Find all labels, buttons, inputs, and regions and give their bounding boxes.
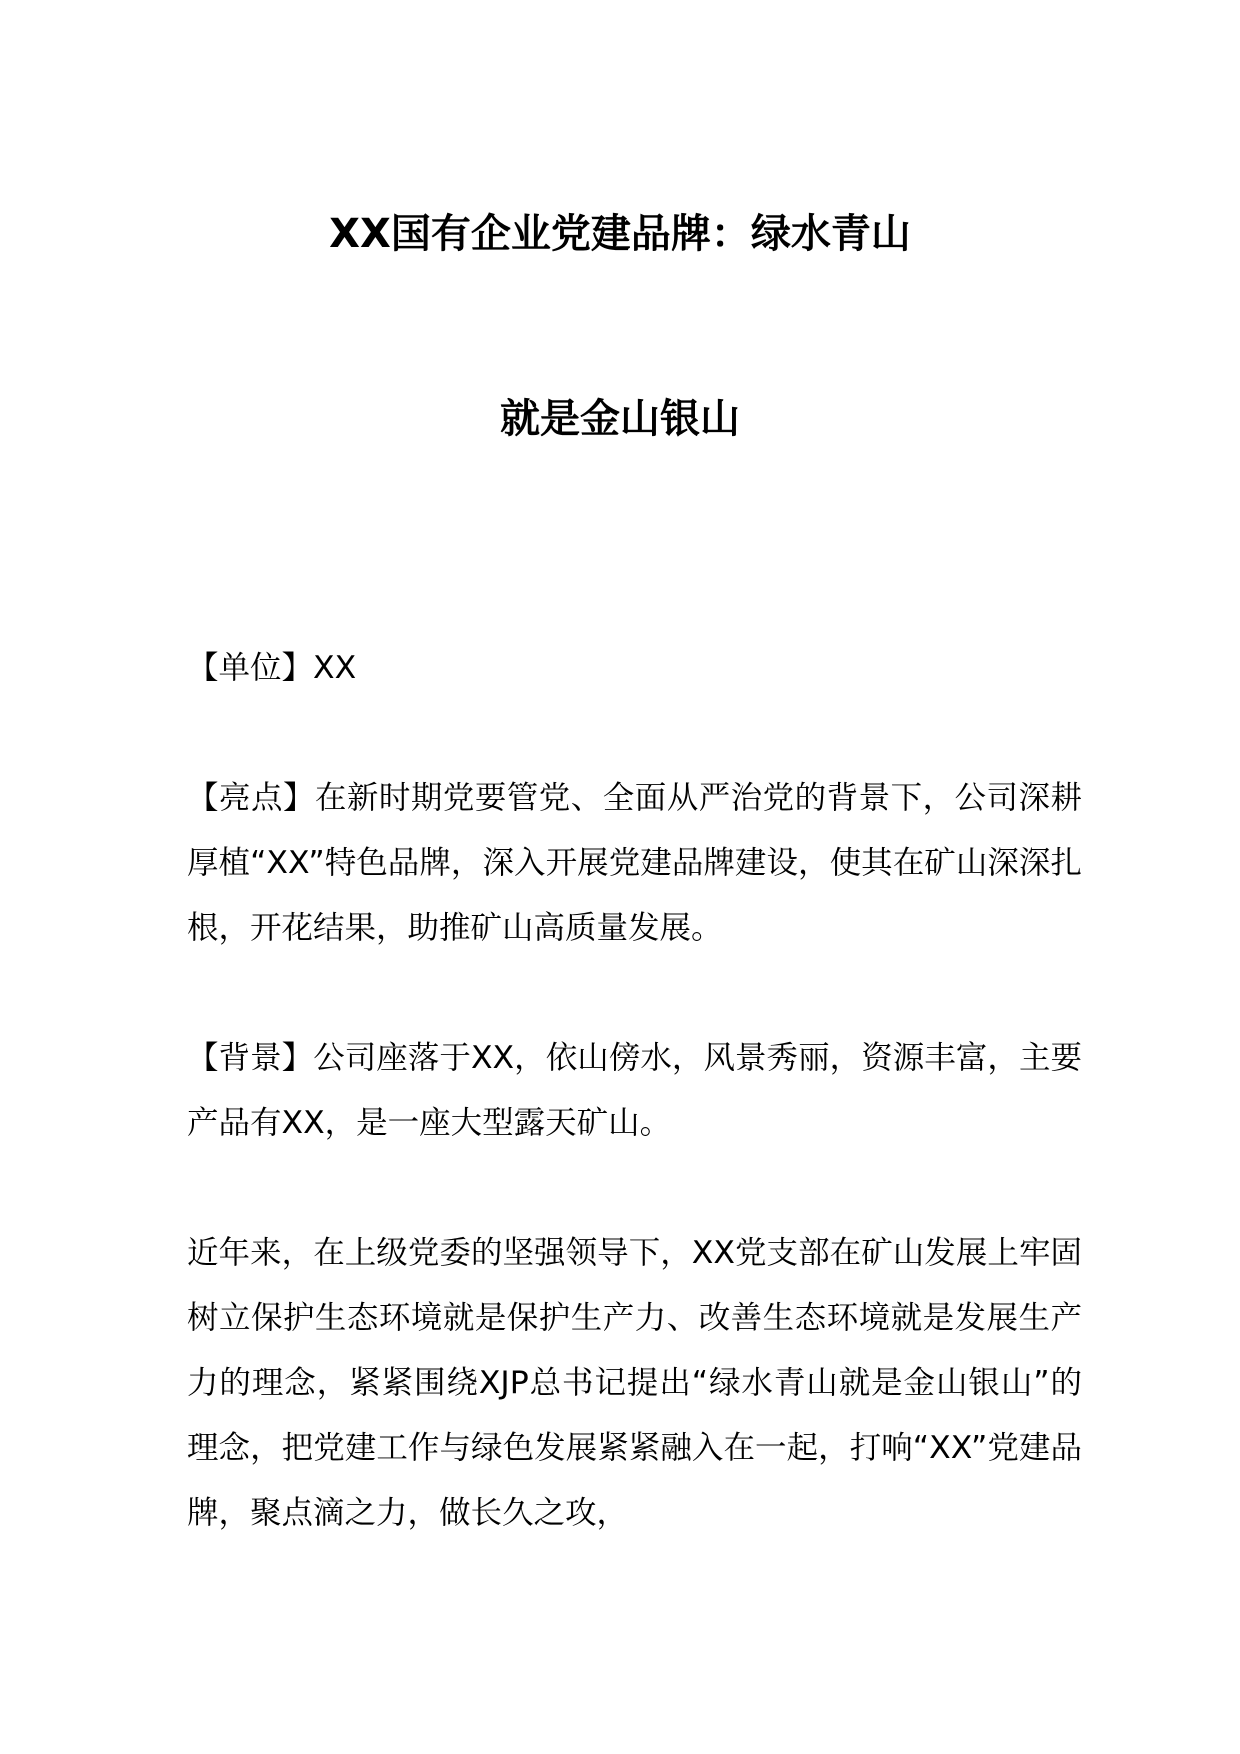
paragraph-highlights: 【亮点】在新时期党要管党、全面从严治党的背景下，公司深耕厚植“XX”特色品牌，深入开展党建品牌建设，使其在矿山深深扎根，开花结果，助推矿山高质量发展。 — [187, 780, 1082, 946]
document-title-line-2: 就是金山银山 — [500, 396, 740, 442]
document-title-line-1: XX国有企业党建品牌：绿水青山 — [329, 211, 911, 257]
paragraph-recent-years: 近年来，在上级党委的坚强领导下，XX党支部在矿山发展上牢固树立保护生态环境就是保护生产力、改善生态环境就是发展生产力的理念，紧紧围绕XJP总书记提出“绿水青山就是金山银山”的理念，把党建工作与绿色发展紧紧融入在一起，打响“XX”党建品牌，聚点滴之力，做长久之攻， — [187, 1235, 1082, 1531]
paragraph-unit: 【单位】XX — [187, 650, 357, 686]
paragraph-background: 【背景】公司座落于XX，依山傍水，风景秀丽，资源丰富，主要产品有XX，是一座大型露天矿山。 — [187, 1040, 1082, 1141]
document-body — [187, 636, 1082, 1546]
